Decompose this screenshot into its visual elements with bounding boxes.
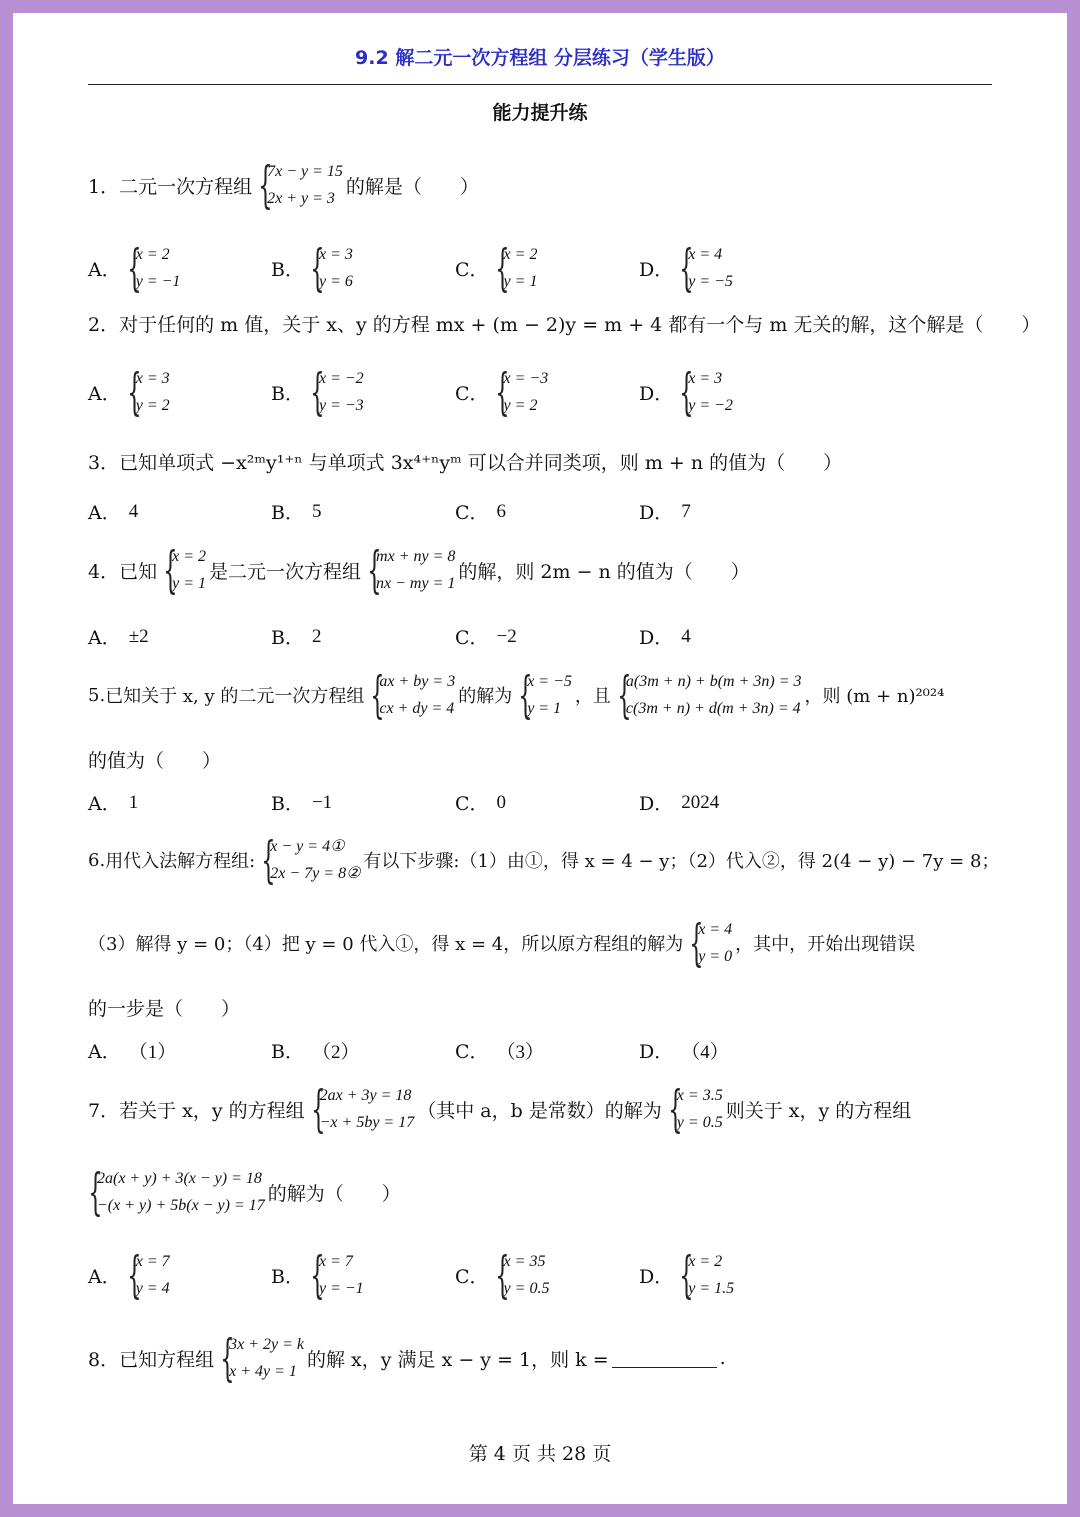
- equation-system: { 7x − y = 15 2x + y = 3: [258, 156, 343, 214]
- option-a[interactable]: A． { x = 3 y = 2: [88, 363, 170, 421]
- question-7: 7． 若关于 x，y 的方程组 { 2ax + 3y = 18 −x + 5by = 17 （其中 a，b 是常数）的解为 { x = 3.5 y = 0.5 则关于 x，y 的方程组: [88, 1080, 912, 1138]
- option-c[interactable]: C． 0: [455, 791, 507, 815]
- question-4: 4． 已知 { x = 2 y = 1 是二元一次方程组 { mx + ny = 8 nx − my = 1 的解，则 2m − n 的值为（ ）: [88, 541, 750, 599]
- option-c[interactable]: C． { x = 35 y = 0.5: [455, 1246, 550, 1304]
- option-a[interactable]: A． 4: [88, 500, 139, 524]
- question-6-line-2: （3）解得 y = 0；（4）把 y = 0 代入①，得 x = 4，所以原方程组的解为 { x = 4 y = 0 ，其中，开始出现错误: [88, 914, 916, 972]
- option-b[interactable]: B． { x = −2 y = −3: [271, 363, 364, 421]
- question-5: 5. 已知关于 x, y 的二元一次方程组 { ax + by = 3 cx + dy = 4 的解为 { x = −5 y = 1 ，且 { a(3m + n) + b(m + 3n) = 3 c(3m + n) + d(m + 3n) = 4 ，则 (m + n)²⁰²⁴: [88, 666, 945, 724]
- option-a[interactable]: A． （1）: [88, 1041, 177, 1063]
- question-6: 6. 用代入法解方程组: { x − y = 4① 2x − 7y = 8② 有以下步骤:（1）由①，得 x = 4 − y；（2）代入②，得 2(4 − y) − 7y = 8；: [88, 831, 1000, 889]
- page-footer: 第 4 页 共 28 页: [468, 1443, 612, 1465]
- option-d[interactable]: D． （4）: [639, 1041, 729, 1063]
- option-d[interactable]: D． { x = 4 y = −5: [639, 239, 733, 297]
- option-d[interactable]: D． 4: [639, 625, 691, 649]
- header-divider: [88, 84, 992, 85]
- question-8: 8． 已知方程组 { 3x + 2y = k x + 4y = 1 的解 x，y 满足 x − y = 1，则 k = .: [88, 1329, 726, 1387]
- question-5-continued: 的值为（ ）: [88, 750, 222, 772]
- option-a[interactable]: A． { x = 2 y = −1: [88, 239, 181, 297]
- option-b[interactable]: B． 2: [271, 625, 322, 649]
- option-a[interactable]: A． 1: [88, 791, 139, 815]
- question-3: 3． 已知单项式 −x²ᵐy¹⁺ⁿ 与单项式 3x⁴⁺ⁿyᵐ 可以合并同类项，则 m + n 的值为（ ）: [88, 452, 843, 474]
- option-c[interactable]: C． { x = 2 y = 1: [455, 239, 538, 297]
- answer-blank[interactable]: [612, 1349, 717, 1368]
- option-b[interactable]: B． （2）: [271, 1041, 360, 1063]
- option-c[interactable]: C． 6: [455, 500, 507, 524]
- question-6-line-3: 的一步是（ ）: [88, 998, 241, 1020]
- question-1: 1． 二元一次方程组 { 7x − y = 15 2x + y = 3 的解是（ ）: [88, 156, 479, 214]
- option-a[interactable]: A． ±2: [88, 625, 149, 649]
- document-page: [13, 13, 1067, 1504]
- option-b[interactable]: B． { x = 7 y = −1: [271, 1246, 364, 1304]
- option-c[interactable]: C． （3）: [455, 1041, 545, 1063]
- option-d[interactable]: D． 7: [639, 500, 691, 524]
- page-title: 9.2 解二元一次方程组 分层练习（学生版）: [355, 47, 725, 69]
- section-heading: 能力提升练: [492, 102, 588, 124]
- option-d[interactable]: D． { x = 2 y = 1.5: [639, 1246, 735, 1304]
- question-7-line-2: { 2a(x + y) + 3(x − y) = 18 −(x + y) + 5b(x − y) = 17 的解为（ ）: [88, 1163, 401, 1221]
- option-b[interactable]: B． { x = 3 y = 6: [271, 239, 353, 297]
- question-2: 2． 对于任何的 m 值，关于 x、y 的方程 mx + (m − 2)y = m + 4 都有一个与 m 无关的解，这个解是（ ）: [88, 314, 1041, 336]
- option-d[interactable]: D． { x = 3 y = −2: [639, 363, 733, 421]
- option-d[interactable]: D． 2024: [639, 791, 720, 815]
- option-b[interactable]: B． −1: [271, 791, 333, 815]
- option-a[interactable]: A． { x = 7 y = 4: [88, 1246, 170, 1304]
- option-b[interactable]: B． 5: [271, 500, 322, 524]
- option-c[interactable]: C． { x = −3 y = 2: [455, 363, 549, 421]
- option-c[interactable]: C． −2: [455, 625, 517, 649]
